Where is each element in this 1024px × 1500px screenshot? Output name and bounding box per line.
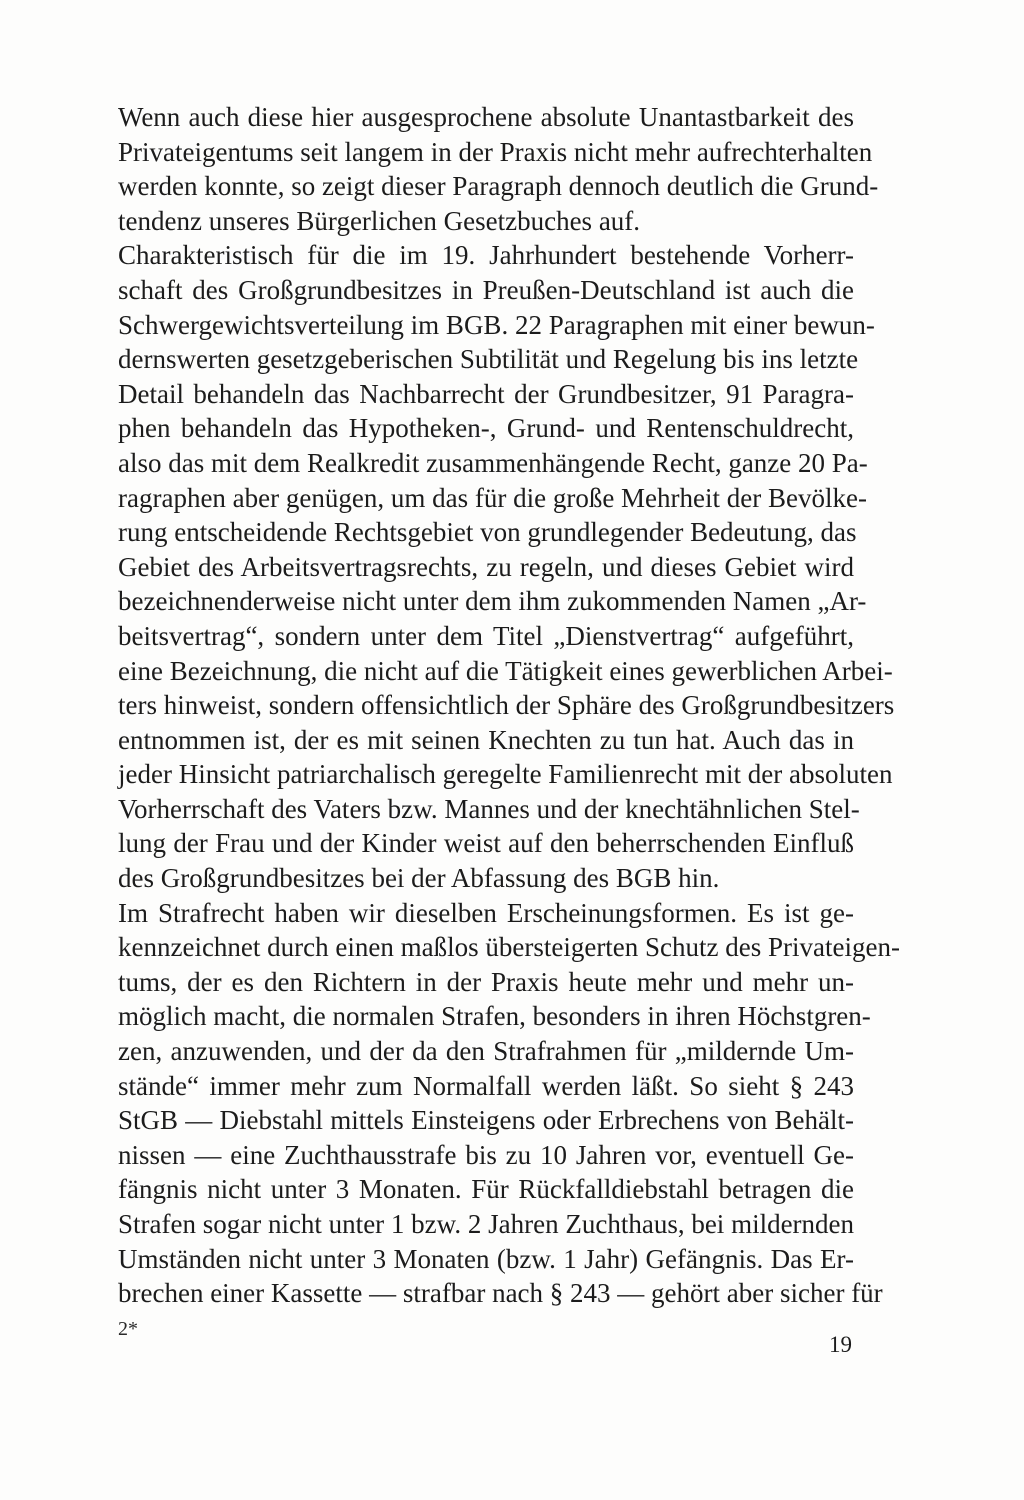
text-line: ters hinweist, sondern offensichtlich der Sphäre des Großgrundbesitzers: [118, 690, 895, 721]
text-line: Vorherrschaft des Vaters bzw. Mannes und der knechtähnlichen Stel-: [118, 793, 860, 824]
text-line: möglich macht, die normalen Strafen, besonders in ihren Höchstgren-: [118, 1001, 871, 1032]
text-line: rung entscheidende Rechtsgebiet von grundlegender Bedeutung, das: [118, 517, 857, 548]
text-line: Privateigentums seit langem in der Praxis nicht mehr aufrechterhalten: [118, 136, 873, 167]
text-line: also das mit dem Realkredit zusammenhängende Recht, ganze 20 Pa-: [118, 447, 868, 478]
printer-signature-mark: 2*: [118, 1318, 138, 1340]
text-line: entnommen ist, der es mit seinen Knechten zu tun hat. Auch das in: [118, 724, 854, 755]
text-line: stände“ immer mehr zum Normalfall werden läßt. So sieht § 243: [118, 1070, 854, 1101]
text-line: brechen einer Kassette — strafbar nach § 243 — gehört aber sicher für: [118, 1278, 883, 1309]
text-line: Charakteristisch für die im 19. Jahrhundert bestehende Vorherr-: [118, 240, 854, 271]
text-line: fängnis nicht unter 3 Monaten. Für Rückfalldiebstahl betragen die: [118, 1174, 854, 1205]
text-line: zen, anzuwenden, und der da den Strafrahmen für „mildernde Um-: [118, 1036, 854, 1067]
paragraph: [118, 100, 879, 238]
text-line: Umständen nicht unter 3 Monaten (bzw. 1 Jahr) Gefängnis. Das Er-: [118, 1243, 854, 1274]
text-line: StGB — Diebstahl mittels Einsteigens oder Erbrechens von Behält-: [118, 1105, 854, 1136]
text-line: jeder Hinsicht patriarchalisch geregelte Familienrecht mit der absoluten: [118, 759, 893, 790]
text-line: Detail behandeln das Nachbarrecht der Grundbesitzer, 91 Paragra-: [118, 378, 854, 409]
paragraph: [118, 896, 900, 1311]
paragraph: [118, 238, 895, 895]
text-line: werden konnte, so zeigt dieser Paragraph dennoch deutlich die Grund-: [118, 171, 879, 202]
text-line: schaft des Großgrundbesitzes in Preußen-Deutschland ist auch die: [118, 274, 854, 305]
text-line: Schwergewichtsverteilung im BGB. 22 Paragraphen mit einer bewun-: [118, 309, 875, 340]
body-text: [118, 100, 900, 1311]
text-line: kennzeichnet durch einen maßlos übersteigerten Schutz des Privateigen-: [118, 932, 900, 963]
text-line: beitsvertrag“, sondern unter dem Titel „Dienstvertrag“ aufgeführt,: [118, 620, 854, 651]
text-line: nissen — eine Zuchthausstrafe bis zu 10 Jahren vor, eventuell Ge-: [118, 1139, 854, 1170]
text-line: Strafen sogar nicht unter 1 bzw. 2 Jahren Zuchthaus, bei mildernden: [118, 1209, 855, 1239]
text-line: tendenz unseres Bürgerlichen Gesetzbuches auf.: [118, 205, 641, 236]
text-line: Gebiet des Arbeitsvertragsrechts, zu regeln, und dieses Gebiet wird: [118, 551, 854, 582]
text-line: Wenn auch diese hier ausgesprochene absolute Unantastbarkeit des: [118, 102, 854, 132]
text-line: ragraphen aber genügen, um das für die große Mehrheit der Bevölke-: [118, 482, 867, 513]
text-line: des Großgrundbesitzes bei der Abfassung des BGB hin.: [118, 863, 720, 894]
text-line: lung der Frau und der Kinder weist auf den beherrschenden Einfluß: [118, 828, 854, 859]
text-line: tums, der es den Richtern in der Praxis heute mehr und mehr un-: [118, 966, 854, 997]
text-line: bezeichnenderweise nicht unter dem ihm zukommenden Namen „Ar-: [118, 586, 867, 617]
page-number: 19: [829, 1332, 852, 1357]
text-line: eine Bezeichnung, die nicht auf die Tätigkeit eines gewerblichen Arbei-: [118, 655, 893, 686]
text-line: Im Strafrecht haben wir dieselben Erscheinungsformen. Es ist ge-: [118, 897, 854, 928]
text-line: phen behandeln das Hypotheken-, Grund- und Rentenschuldrecht,: [118, 413, 854, 444]
text-line: dernswerten gesetzgeberischen Subtilität und Regelung bis ins letzte: [118, 344, 859, 375]
